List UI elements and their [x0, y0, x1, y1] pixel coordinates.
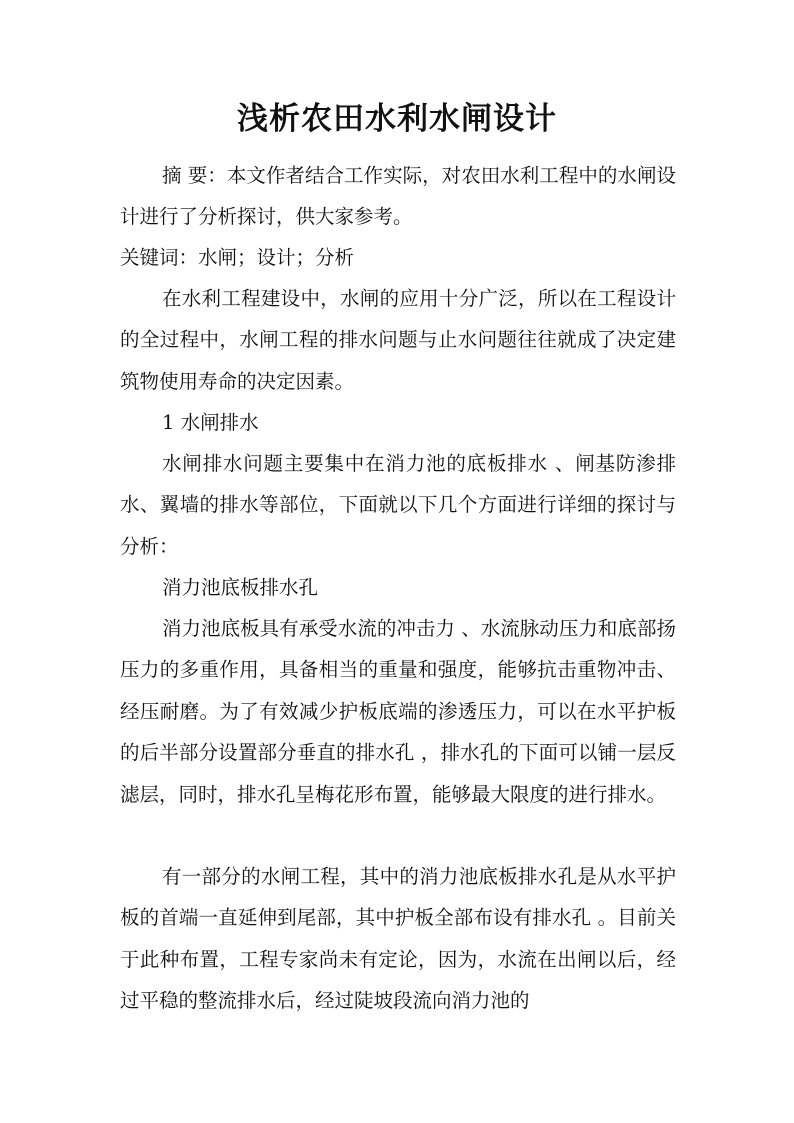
subsection-paragraph-2: 有一部分的水闸工程，其中的消力池底板排水孔是从水平护板的首端一直延伸到尾部，其中护板全部布设有排水孔 。目前关于此种布置，工程专家尚未有定论，因为，水流在出闸以后，经过平稳的整流排水后，经过陡坡段流向消力池的 — [120, 865, 676, 1013]
subsection-paragraph-1: 消力池底板具有承受水流的冲击力 、水流脉动压力和底部扬压力的多重作用，具备相当的重量和强度，能够抗击重物冲击、经压耐磨。为了有效减少护板底端的渗透压力，可以在水平护板的后半部分设置部分垂直的排水孔 ，排水孔的下面可以铺一层反滤层，同时，排水孔呈梅花形布置，能够最大限度的进行排水。 — [120, 617, 676, 806]
keywords-line: 关键词：水闸；设计；分析 — [120, 246, 355, 269]
section-1-intro-paragraph: 水闸排水问题主要集中在消力池的底板排水 、闸基防渗排水、翼墙的排水等部位，下面就以下几个方面进行详细的探讨与分析： — [120, 452, 676, 558]
intro-paragraph: 在水利工程建设中，水闸的应用十分广泛，所以在工程设计的全过程中，水闸工程的排水问题与止水问题往往就成了决定建筑物使用寿命的决定因素。 — [120, 287, 676, 393]
document-title: 浅析农田水利水闸设计 — [237, 101, 557, 137]
subsection-heading: 消力池底板排水孔 — [162, 576, 319, 599]
section-1-heading: 1 水闸排水 — [162, 411, 259, 434]
abstract-paragraph: 摘 要：本文作者结合工作实际，对农田水利工程中的水闸设计进行了分析探讨，供大家参考。 — [120, 164, 676, 229]
